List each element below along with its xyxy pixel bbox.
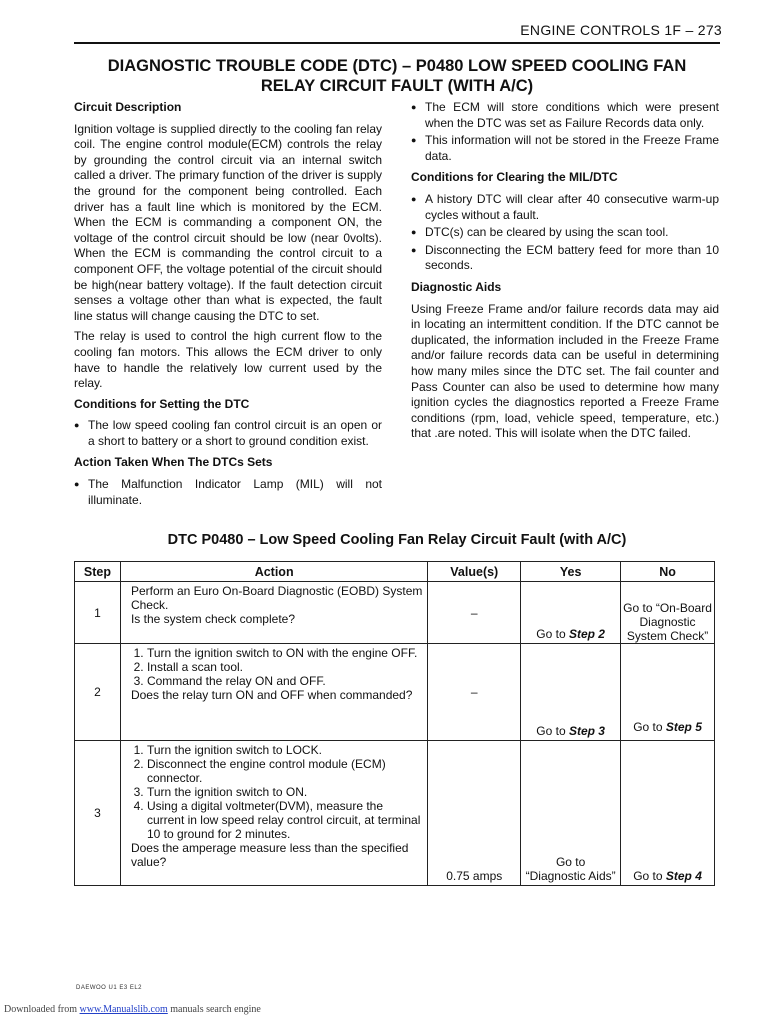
download-prefix: Downloaded from [4,1004,80,1015]
page-header [0,0,768,48]
table-header-row [75,562,715,582]
step-column-header: Step [75,562,121,582]
action-taken-heading: Action Taken When The DTCs Sets [74,455,273,470]
yes-cell [521,582,621,644]
action-step-list [125,743,423,841]
no-cell [621,644,715,741]
action-question: Does the amperage measure less than the specified value? [130,841,409,869]
list-item: 3. Turn the ignition switch to ON. [147,785,423,799]
diagnostic-table [74,561,715,886]
list-item: 3. Command the relay ON and OFF. [147,674,423,688]
step-number: 3 [75,741,121,886]
action-question: Is the system check complete? [130,612,296,626]
circuit-description-paragraph-1: Ignition voltage is supplied directly to the cooling fan relay coil. The engine control module(ECM) controls the relay by grounding the control circuit via an internal switch called a driver. The primary function of the driver is supply the ground for the component being controlled. Each driver has a fault line which is monitored by the ECM. When the ECM is commanding a component ON, the voltage of the control circuit should be low (near 0volts). When the ECM is commanding the control circuit to a component OFF, the voltage potential of the circuit should be high(near battery voltage). If the fault detection circuit senses a voltage other than what is expected, the fault line status will change causing the DTC to set. [74,121,382,323]
clearing-list [411,192,719,274]
dtc-storage-list [411,100,719,164]
yes-cell[interactable]: Go to “Diagnostic Aids” [521,741,621,886]
value-cell: 0.75 amps [428,741,521,886]
action-question: Does the relay turn ON and OFF when commanded? [130,688,413,702]
page-title [74,56,720,96]
diagnostic-aids-paragraph: Using Freeze Frame and/or failure records data may aid in locating an intermittent condition. If the DTC cannot be duplicated, the information included in the Freeze Frame and/or failure records data can be useful in determining how many miles since the DTC set. The fail counter and Pass Counter can also be used to determine how many ignition cycles the diagnostics reported a Freeze Frame conditions (rpm, load, vehicle speed, temperature, etc.) that .are noted. This will isolate when the DTC failed. [411,301,719,441]
list-item: ● The ECM will store conditions which were present when the DTC was set as Failure Records data only. [411,100,719,131]
list-item: 2. Install a scan tool. [147,660,423,674]
setting-dtc-list [74,418,382,449]
yes-column-header: Yes [521,562,621,582]
list-item: 2. Disconnect the engine control module (ECM) connector. [147,757,423,785]
yes-step-link[interactable]: Step 3 [568,724,605,738]
yes-prefix: Go to [536,724,569,738]
list-item: ● DTC(s) can be cleared by using the scan tool. [411,225,719,241]
clearing-heading: Conditions for Clearing the MIL/DTC [411,170,618,185]
step-number: 1 [75,582,121,644]
circuit-description-paragraph-2: The relay is used to control the high current flow to the cooling fan motors. This allows the ECM driver to only have to handle the relatively low current used by the relay. [74,329,382,391]
value-cell: – [428,582,521,644]
yes-cell [521,644,621,741]
no-step-link[interactable]: Step 4 [665,869,702,883]
list-item: ● A history DTC will clear after 40 consecutive warm-up cycles without a fault. [411,192,719,223]
footer-code: DAEWOO U1 E3 EL2 [76,985,143,991]
value-cell: – [428,644,521,741]
table-row [75,741,715,886]
table-row [75,644,715,741]
list-item: 1. Turn the ignition switch to LOCK. [147,743,423,757]
circuit-description-heading: Circuit Description [74,100,182,114]
setting-dtc-heading: Conditions for Setting the DTC [74,396,250,411]
header-rule [74,42,720,44]
action-cell [120,582,427,644]
list-item: ● The low speed cooling fan control circuit is an open or a short to battery or a short to ground condition exist. [74,418,382,449]
no-cell[interactable]: Go to “On-Board Diagnostic System Check” [621,582,715,644]
title-line-1: DIAGNOSTIC TROUBLE CODE (DTC) – P0480 LOW SPEED COOLING FAN [107,57,687,75]
download-suffix: manuals search engine [167,1004,261,1015]
no-prefix: Go to [633,720,666,734]
table-title: DTC P0480 – Low Speed Cooling Fan Relay Circuit Fault (with A/C) [167,532,627,548]
list-item: ● Disconnecting the ECM battery feed for more than 10 seconds. [411,243,719,274]
diagnostic-aids-heading: Diagnostic Aids [411,279,502,294]
list-item: 1. Turn the ignition switch to ON with the engine OFF. [147,646,423,660]
action-column-header: Action [120,562,427,582]
action-cell [120,644,427,741]
no-step-link[interactable]: Step 5 [665,720,702,734]
header-section-title: ENGINE CONTROLS 1F – 273 [520,22,722,38]
yes-step-link[interactable]: Step 2 [568,627,605,641]
list-item: 4. Using a digital voltmeter(DVM), measure the current in low speed relay control circuit, at terminal 10 to ground for 2 minutes. [147,799,423,841]
table-row [75,582,715,644]
manualslib-link[interactable]: www.Manualslib.com [79,1004,168,1015]
yes-prefix: Go to [536,627,569,641]
action-taken-list [74,477,382,508]
list-item: ● This information will not be stored in the Freeze Frame data. [411,133,719,164]
step-number: 2 [75,644,121,741]
no-cell [621,741,715,886]
list-item: ● The Malfunction Indicator Lamp (MIL) will not illuminate. [74,477,382,508]
action-step-list [125,646,423,688]
no-column-header: No [621,562,715,582]
no-prefix: Go to [633,869,666,883]
left-column [74,100,382,514]
title-line-2: RELAY CIRCUIT FAULT (WITH A/C) [260,77,534,95]
right-column [411,100,719,447]
value-column-header: Value(s) [428,562,521,582]
action-cell [120,741,427,886]
action-text: Perform an Euro On-Board Diagnostic (EOBD) System Check. [130,584,423,612]
download-footer [4,1004,261,1015]
